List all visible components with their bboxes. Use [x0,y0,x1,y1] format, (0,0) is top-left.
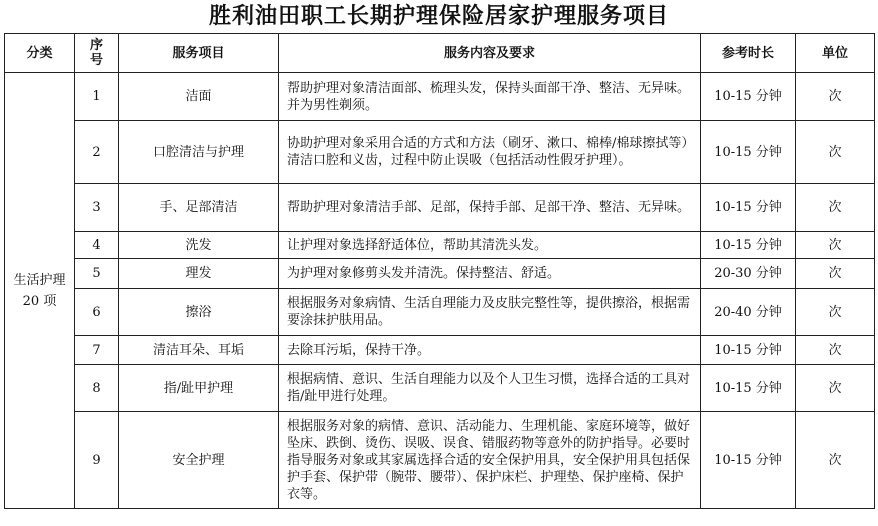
unit-cell: 次 [796,232,875,259]
item-cell: 手、足部清洁 [119,184,279,232]
item-cell: 清洁耳朵、耳垢 [119,336,279,365]
item-cell: 指/趾甲护理 [119,365,279,412]
item-cell: 洗发 [119,232,279,259]
seq-cell: 9 [75,412,119,509]
unit-cell: 次 [796,365,875,412]
unit-cell: 次 [796,184,875,232]
content-cell: 为护理对象修剪头发并清洗。保持整洁、舒适。 [279,259,701,289]
table-row [5,232,875,259]
seq-cell: 6 [75,289,119,336]
content-cell: 让护理对象选择舒适体位，帮助其清洗头发。 [279,232,701,259]
seq-cell: 2 [75,121,119,184]
duration-cell: 10-15 分钟 [701,365,796,412]
item-cell: 擦浴 [119,289,279,336]
item-cell: 安全护理 [119,412,279,509]
page-title: 胜利油田职工长期护理保险居家护理服务项目 [208,4,669,29]
seq-cell: 5 [75,259,119,289]
header-category: 分类 [5,34,75,73]
content-cell: 帮助护理对象清洁手部、足部，保持手部、足部干净、整洁、无异味。 [279,184,701,232]
header-content: 服务内容及要求 [279,34,701,73]
header-duration: 参考时长 [701,34,796,73]
item-cell: 理发 [119,259,279,289]
table-row [5,259,875,289]
seq-cell: 8 [75,365,119,412]
table-row [5,336,875,365]
table-row [5,184,875,232]
seq-cell: 1 [75,73,119,121]
unit-cell: 次 [796,121,875,184]
header-seq: 序号 [75,34,119,73]
header-unit: 单位 [796,34,875,73]
unit-cell: 次 [796,73,875,121]
table-row [5,289,875,336]
content-cell: 根据病情、意识、生活自理能力以及个人卫生习惯，选择合适的工具对指/趾甲进行处理。 [279,365,701,412]
item-cell: 洁面 [119,73,279,121]
seq-cell: 4 [75,232,119,259]
table-row [5,365,875,412]
duration-cell: 10-15 分钟 [701,412,796,509]
content-cell: 根据服务对象病情、生活自理能力及皮肤完整性等，提供擦浴，根据需要涂抹护肤用品。 [279,289,701,336]
table-row [5,73,875,121]
duration-cell: 10-15 分钟 [701,232,796,259]
duration-cell: 20-40 分钟 [701,289,796,336]
unit-cell: 次 [796,259,875,289]
seq-cell: 7 [75,336,119,365]
content-cell: 去除耳污垢，保持干净。 [279,336,701,365]
unit-cell: 次 [796,412,875,509]
table-row [5,412,875,509]
content-cell: 协助护理对象采用合适的方式和方法（刷牙、漱口、棉棒/棉球擦拭等）清洁口腔和义齿，过程中防止误吸（包括活动性假牙护理）。 [279,121,701,184]
duration-cell: 10-15 分钟 [701,121,796,184]
unit-cell: 次 [796,336,875,365]
item-cell: 口腔清洁与护理 [119,121,279,184]
header-row [5,34,875,73]
table-row [5,121,875,184]
category-cell: 生活护理 20 项 [5,73,75,509]
service-table [4,33,875,509]
duration-cell: 10-15 分钟 [701,184,796,232]
duration-cell: 10-15 分钟 [701,336,796,365]
duration-cell: 10-15 分钟 [701,73,796,121]
unit-cell: 次 [796,289,875,336]
header-item: 服务项目 [119,34,279,73]
duration-cell: 20-30 分钟 [701,259,796,289]
content-cell: 根据服务对象的病情、意识、活动能力、生理机能、家庭环境等，做好坠床、跌倒、烫伤、误吸、误食、错服药物等意外的防护指导。必要时指导服务对象或其家属选择合适的安全保护用具，安全保护用具包括保护手套、保护带（腕带、腰带）、保护床栏、护理垫、保护座椅、保护衣等。 [279,412,701,509]
content-cell: 帮助护理对象清洁面部、梳理头发，保持头面部干净、整洁、无异味。并为男性剃须。 [279,73,701,121]
seq-cell: 3 [75,184,119,232]
